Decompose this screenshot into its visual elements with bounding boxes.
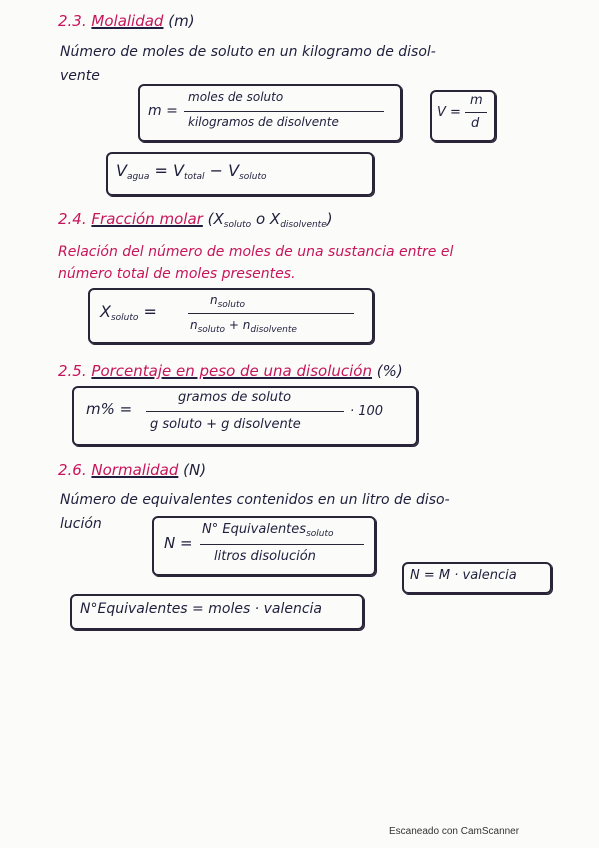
section-number: 2.6. (58, 461, 87, 479)
fraction-bar (188, 313, 354, 314)
section-title: Fracción molar (91, 210, 203, 228)
section-heading-molalidad (58, 12, 195, 30)
formula-lhs (100, 302, 157, 323)
formula-lhs-symbol: X (100, 302, 111, 321)
section-title: Porcentaje en peso de una disolución (91, 362, 372, 380)
formula-numerator (202, 522, 334, 539)
section-symbol: (m) (168, 12, 195, 30)
section-symbol: (%) (376, 362, 403, 380)
density-numerator: m (470, 93, 483, 108)
denominator-b-sub: disolvente (250, 325, 297, 335)
density-denominator: d (471, 116, 480, 131)
symbol-mid: o X (255, 210, 281, 228)
formula-lhs: m% = (86, 400, 133, 418)
scanner-watermark: Escaneado con CamScanner (389, 826, 520, 837)
definition-line: lución (60, 516, 102, 532)
section-heading-porcentaje (58, 362, 403, 380)
section-number: 2.5. (58, 362, 87, 380)
volume-total-sub: total (183, 172, 205, 182)
fraction-bar (184, 111, 384, 112)
numerator-sub: soluto (306, 529, 334, 539)
definition-line: número total de moles presentes. (58, 266, 296, 282)
section-number: 2.4. (58, 210, 87, 228)
fraction-bar (465, 112, 487, 113)
formula-denominator: kilogramos de disolvente (188, 115, 339, 129)
definition-line: Número de moles de soluto en un kilogramo de disol- (60, 44, 436, 60)
symbol-sub: soluto (223, 220, 252, 230)
numerator-text: N° Equivalentes (202, 522, 307, 537)
section-title: Normalidad (91, 461, 179, 479)
symbol-open: (X (207, 210, 224, 228)
formula-eq: = (143, 302, 157, 321)
section-symbol: (N) (183, 461, 207, 479)
formula-factor: · 100 (350, 404, 384, 419)
volume-lhs: V (116, 161, 127, 180)
section-symbol (208, 210, 333, 228)
volume-eq: = V (154, 161, 184, 180)
formula-denominator: g soluto + g disolvente (150, 417, 301, 432)
denominator-a: n (190, 318, 198, 332)
volume-soluto-sub: soluto (239, 172, 267, 182)
volume-formula (116, 161, 267, 182)
section-title: Molalidad (91, 12, 164, 30)
formula-denominator: litros disolución (214, 549, 316, 564)
symbol-sub: disolvente (280, 220, 327, 230)
numerator-symbol: n (210, 293, 218, 307)
density-lhs: V = (437, 105, 461, 120)
formula-lhs: N = (164, 534, 193, 552)
formula-lhs: m = (148, 103, 178, 119)
section-heading-normalidad (58, 461, 206, 479)
section-number: 2.3. (58, 12, 87, 30)
formula-numerator (210, 293, 245, 310)
equiv-formula: N°Equivalentes = moles · valencia (80, 601, 322, 617)
fraction-bar (146, 411, 344, 412)
numerator-sub: soluto (217, 300, 246, 310)
symbol-close: ) (326, 210, 333, 228)
formula-denominator (190, 318, 297, 335)
definition-line: Relación del número de moles de una sustancia entre el (58, 244, 454, 260)
volume-lhs-sub: agua (126, 172, 150, 182)
denominator-plus: + n (228, 318, 251, 332)
denominator-a-sub: soluto (197, 325, 226, 335)
formula-numerator: gramos de soluto (178, 390, 292, 405)
formula-numerator: moles de soluto (188, 90, 284, 104)
volume-minus: − V (209, 161, 240, 180)
side-formula: N = M · valencia (410, 568, 517, 583)
section-heading-fraccion (58, 210, 333, 230)
definition-line: vente (60, 68, 100, 84)
fraction-bar (200, 544, 364, 545)
definition-line: Número de equivalentes contenidos en un litro de diso- (60, 492, 450, 508)
formula-lhs-sub: soluto (110, 313, 139, 323)
